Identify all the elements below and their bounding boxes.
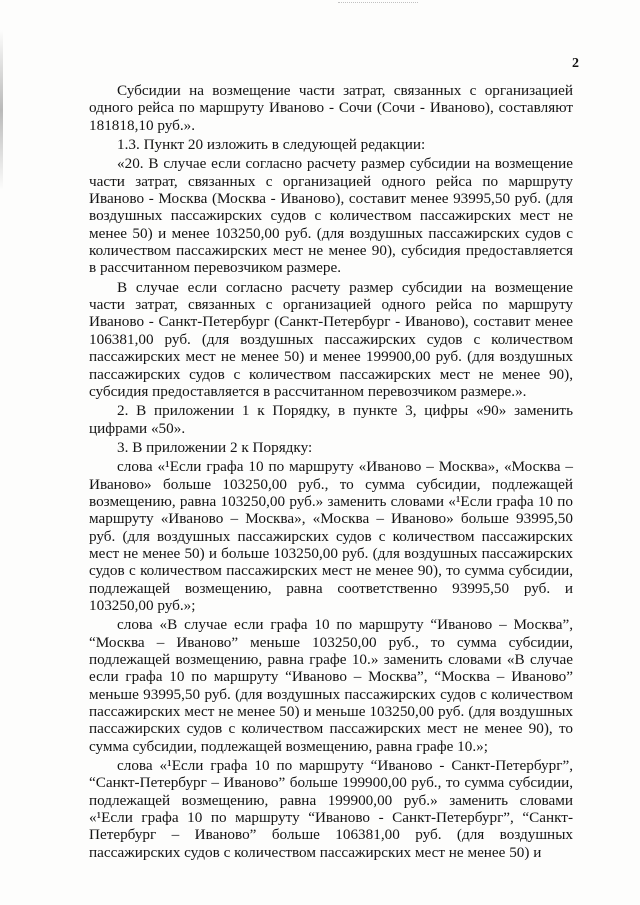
paragraph-item-2: 2. В приложении 1 к Порядку, в пункте 3, цифры «90» заменить цифрами «50». bbox=[89, 402, 573, 437]
paragraph-item-3: 3. В приложении 2 к Порядку: bbox=[117, 438, 313, 456]
paragraph-sochi-subsidy: Субсидии на возмещение части затрат, связанных с организацией одного рейса по маршруту Иваново - Сочи (Сочи - Иваново), составляют 181818,10 руб.». bbox=[89, 82, 573, 134]
document-body bbox=[89, 82, 573, 863]
paragraph-words-spb-over: слова «¹Если графа 10 по маршруту “Иваново - Санкт-Петербург”, “Санкт-Петербург – Иваново” больше 199900,00 руб., то сумма субсидии, подлежащей возмещению, равна 199900,00 руб.» заменить словами «¹Если графа 10 по маршруту “Иваново - Санкт-Петербург”, “Санкт-Петербург – Иваново” больше 106381,00 руб. (для воздушных пассажирских судов с количеством пассажирских мест не менее 50) и bbox=[89, 757, 573, 861]
paragraph-words-moscow-over: слова «¹Если графа 10 по маршруту «Иваново – Москва», «Москва – Иваново» больше 103250,00 руб., то сумма субсидии, подлежащей возмещению, равна 103250,00 руб.» заменить словами «¹Если графа 10 по маршруту «Иваново – Москва», «Москва – Иваново» больше 93995,50 руб. (для воздушных пассажирских судов с количеством пассажирских мест не менее 50) и больше 103250,00 руб. (для воздушных пассажирских судов с количеством пассажирских мест не менее 90), то сумма субсидии, подлежащей возмещению, равна соответственно 93995,50 руб. и 103250,00 руб.»; bbox=[89, 458, 573, 614]
paragraph-words-moscow-under: слова «В случае если графа 10 по маршруту “Иваново – Москва”, “Москва – Иваново” меньше 103250,00 руб., то сумма субсидии, подлежащей возмещению, равна графе 10.» заменить словами «В случае если графа 10 по маршруту “Иваново – Москва”, “Москва – Иваново” меньше 93995,50 руб. (для воздушных пассажирских судов с количеством пассажирских мест не менее 50) и меньше 103250,00 руб. (для воздушных пассажирских судов с количеством пассажирских мест не менее 90), то сумма субсидии, подлежащей возмещению, равна графе 10.»; bbox=[89, 616, 573, 755]
paragraph-spb-case: В случае если согласно расчету размер субсидии на возмещение части затрат, связанных с организацией одного рейса по маршруту Иваново - Санкт-Петербург (Санкт-Петербург - Иваново), составит менее 106381,00 руб. (для воздушных пассажирских судов с количеством пассажирских мест не менее 50) и менее 199900,00 руб. (для воздушных пассажирских судов с количеством пассажирских мест не менее 90), субсидия предоставляется в рассчитанном перевозчиком размере.». bbox=[89, 278, 573, 400]
scan-artifact bbox=[338, 2, 418, 9]
page-number: 2 bbox=[572, 56, 579, 71]
paragraph-item-1-3: 1.3. Пункт 20 изложить в следующей редакции: bbox=[117, 136, 426, 154]
paragraph-point-20: «20. В случае если согласно расчету размер субсидии на возмещение части затрат, связанных с организацией одного рейса по маршруту Иваново - Москва (Москва - Иваново), составит менее 93995,50 руб. (для воздушных пассажирских судов с количеством пассажирских мест не менее 50) и менее 103250,00 руб. (для воздушных пассажирских судов с количеством пассажирских мест не менее 90), субсидия предоставляется в рассчитанном перевозчиком размере. bbox=[89, 155, 573, 277]
scan-edge-shadow bbox=[0, 30, 3, 190]
